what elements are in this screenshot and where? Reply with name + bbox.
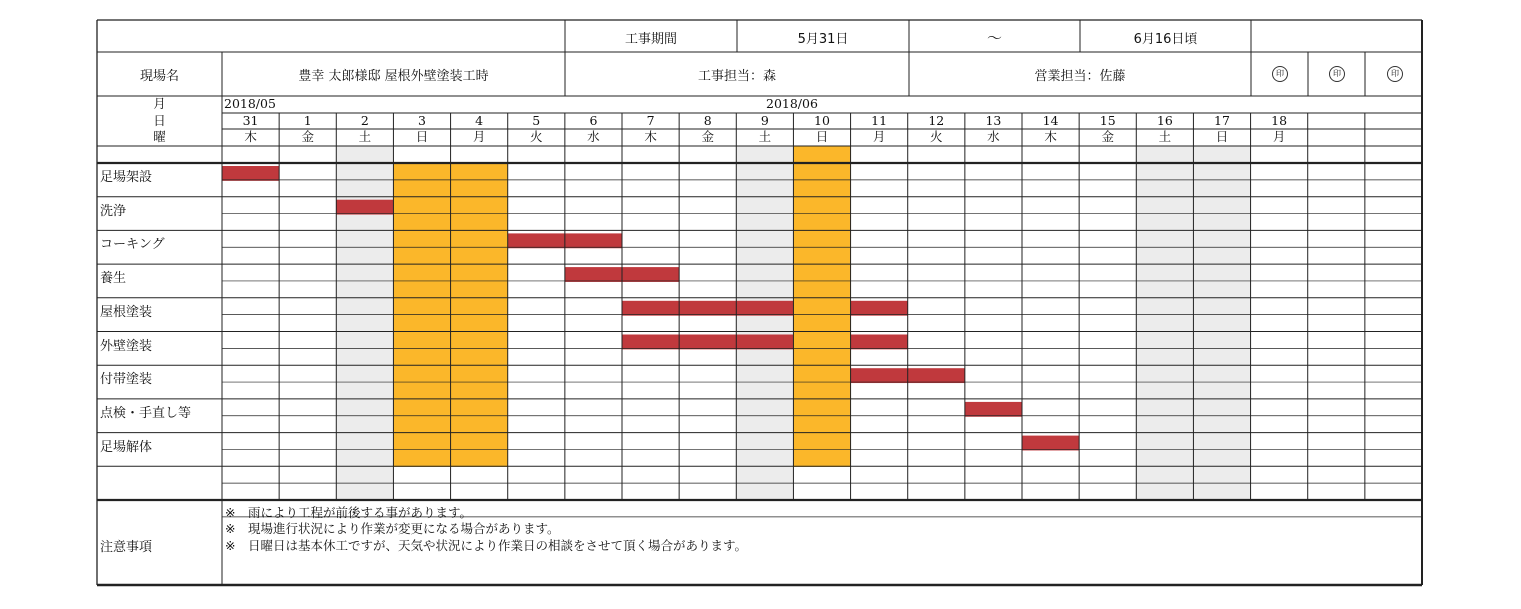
task-name: 外壁塗装 — [100, 338, 153, 354]
weekend-shade — [1136, 146, 1193, 500]
day-row-label: 日 — [153, 113, 166, 128]
weekday-cell: 日 — [815, 129, 829, 144]
month-may: 2018/05 — [224, 96, 276, 111]
task-bar — [965, 402, 1022, 417]
weekday-cell: 木 — [244, 129, 257, 144]
weekday-cell: 火 — [930, 129, 943, 144]
site-name: 豊幸 太郎様邸 屋根外壁塗装工時 — [298, 68, 489, 84]
day-cell: 9 — [760, 113, 769, 128]
day-cell: 3 — [418, 113, 426, 128]
month-june: 2018/06 — [766, 96, 818, 111]
weekday-cell: 金 — [301, 129, 314, 144]
task-bar — [679, 335, 736, 350]
day-cell: 8 — [703, 113, 712, 128]
day-cell: 17 — [1214, 113, 1230, 128]
day-cell: 16 — [1156, 113, 1173, 128]
weekday-cell: 土 — [758, 129, 772, 144]
task-bar — [565, 233, 622, 248]
task-bar — [908, 368, 965, 383]
day-cell: 6 — [589, 113, 598, 128]
period-tilde: ～ — [986, 28, 1002, 47]
task-bar — [736, 301, 793, 316]
weekday-cell: 火 — [530, 129, 543, 144]
note-line: ※ 雨により工程が前後する事があります。 — [225, 505, 472, 520]
day-cell: 10 — [814, 113, 830, 128]
task-bar — [851, 335, 908, 350]
day-cell: 2 — [360, 113, 369, 128]
task-name: 足場解体 — [100, 439, 153, 455]
day-cell: 12 — [928, 113, 945, 128]
task-bar — [851, 301, 908, 316]
seal-stamp: 印 — [1329, 66, 1345, 82]
day-cell: 31 — [242, 113, 259, 128]
day-cell: 18 — [1271, 113, 1288, 128]
weekday-cell: 木 — [644, 129, 657, 144]
task-bar — [679, 301, 736, 316]
task-name: コーキング — [100, 237, 165, 253]
task-name: 養生 — [100, 271, 127, 287]
day-cell: 7 — [646, 113, 655, 128]
day-cell: 11 — [871, 113, 888, 128]
task-name: 点検・手直し等 — [100, 405, 192, 421]
day-cell: 1 — [303, 113, 312, 128]
weekday-cell: 水 — [587, 129, 600, 144]
day-cell: 5 — [532, 113, 541, 128]
weekday-cell: 金 — [1101, 129, 1114, 144]
site-label: 現場名 — [139, 68, 179, 84]
task-bar — [1022, 436, 1079, 451]
task-bar — [508, 233, 565, 248]
weekend-shade — [336, 146, 393, 500]
day-cell: 4 — [475, 113, 484, 128]
period-start: 5月31日 — [797, 31, 849, 47]
task-name: 洗浄 — [100, 203, 127, 219]
seal-stamp: 印 — [1272, 66, 1288, 82]
task-name: 足場架設 — [100, 170, 153, 185]
task-name: 屋根塗装 — [100, 304, 153, 320]
task-bar — [622, 335, 679, 350]
weekday-cell: 木 — [1044, 129, 1057, 144]
task-bar — [336, 200, 393, 215]
weekday-cell: 日 — [415, 129, 429, 144]
day-cell: 13 — [985, 113, 1002, 128]
weekday-cell: 月 — [872, 129, 886, 144]
task-bar — [851, 368, 908, 383]
weekday-cell: 土 — [1158, 129, 1172, 144]
period-end: 6月16日頃 — [1133, 31, 1198, 47]
weekday-cell: 水 — [987, 129, 1000, 144]
task-name: 付帯塗装 — [100, 372, 153, 388]
task-bar — [736, 335, 793, 350]
weekday-cell: 土 — [358, 129, 372, 144]
weekday-row-label: 曜 — [153, 129, 166, 144]
weekday-cell: 日 — [1215, 129, 1229, 144]
holiday-column — [793, 146, 850, 467]
note-line: ※ 現場進行状況により作業が変更になる場合があります。 — [225, 521, 560, 536]
period-label: 工事期間 — [624, 31, 677, 47]
task-bar — [565, 267, 622, 282]
month-row-label: 月 — [153, 96, 166, 111]
weekend-shade — [736, 146, 793, 500]
task-bar — [222, 166, 279, 181]
weekday-cell: 金 — [701, 129, 714, 144]
note-line: ※ 日曜日は基本休工ですが、天気や状況により作業日の相談をさせて頂く場合があります。 — [225, 538, 747, 553]
construction-manager: 工事担当：森 — [697, 68, 776, 84]
weekday-cell: 月 — [1272, 129, 1286, 144]
weekend-shade — [1193, 146, 1250, 500]
weekday-cell: 月 — [472, 129, 486, 144]
day-cell: 15 — [1099, 113, 1116, 128]
seal-stamp: 印 — [1387, 66, 1403, 82]
task-bar — [622, 301, 679, 316]
day-cell: 14 — [1042, 113, 1059, 128]
sales-manager: 営業担当：佐藤 — [1034, 68, 1126, 84]
notes-label: 注意事項 — [100, 540, 153, 555]
task-bar — [622, 267, 679, 282]
